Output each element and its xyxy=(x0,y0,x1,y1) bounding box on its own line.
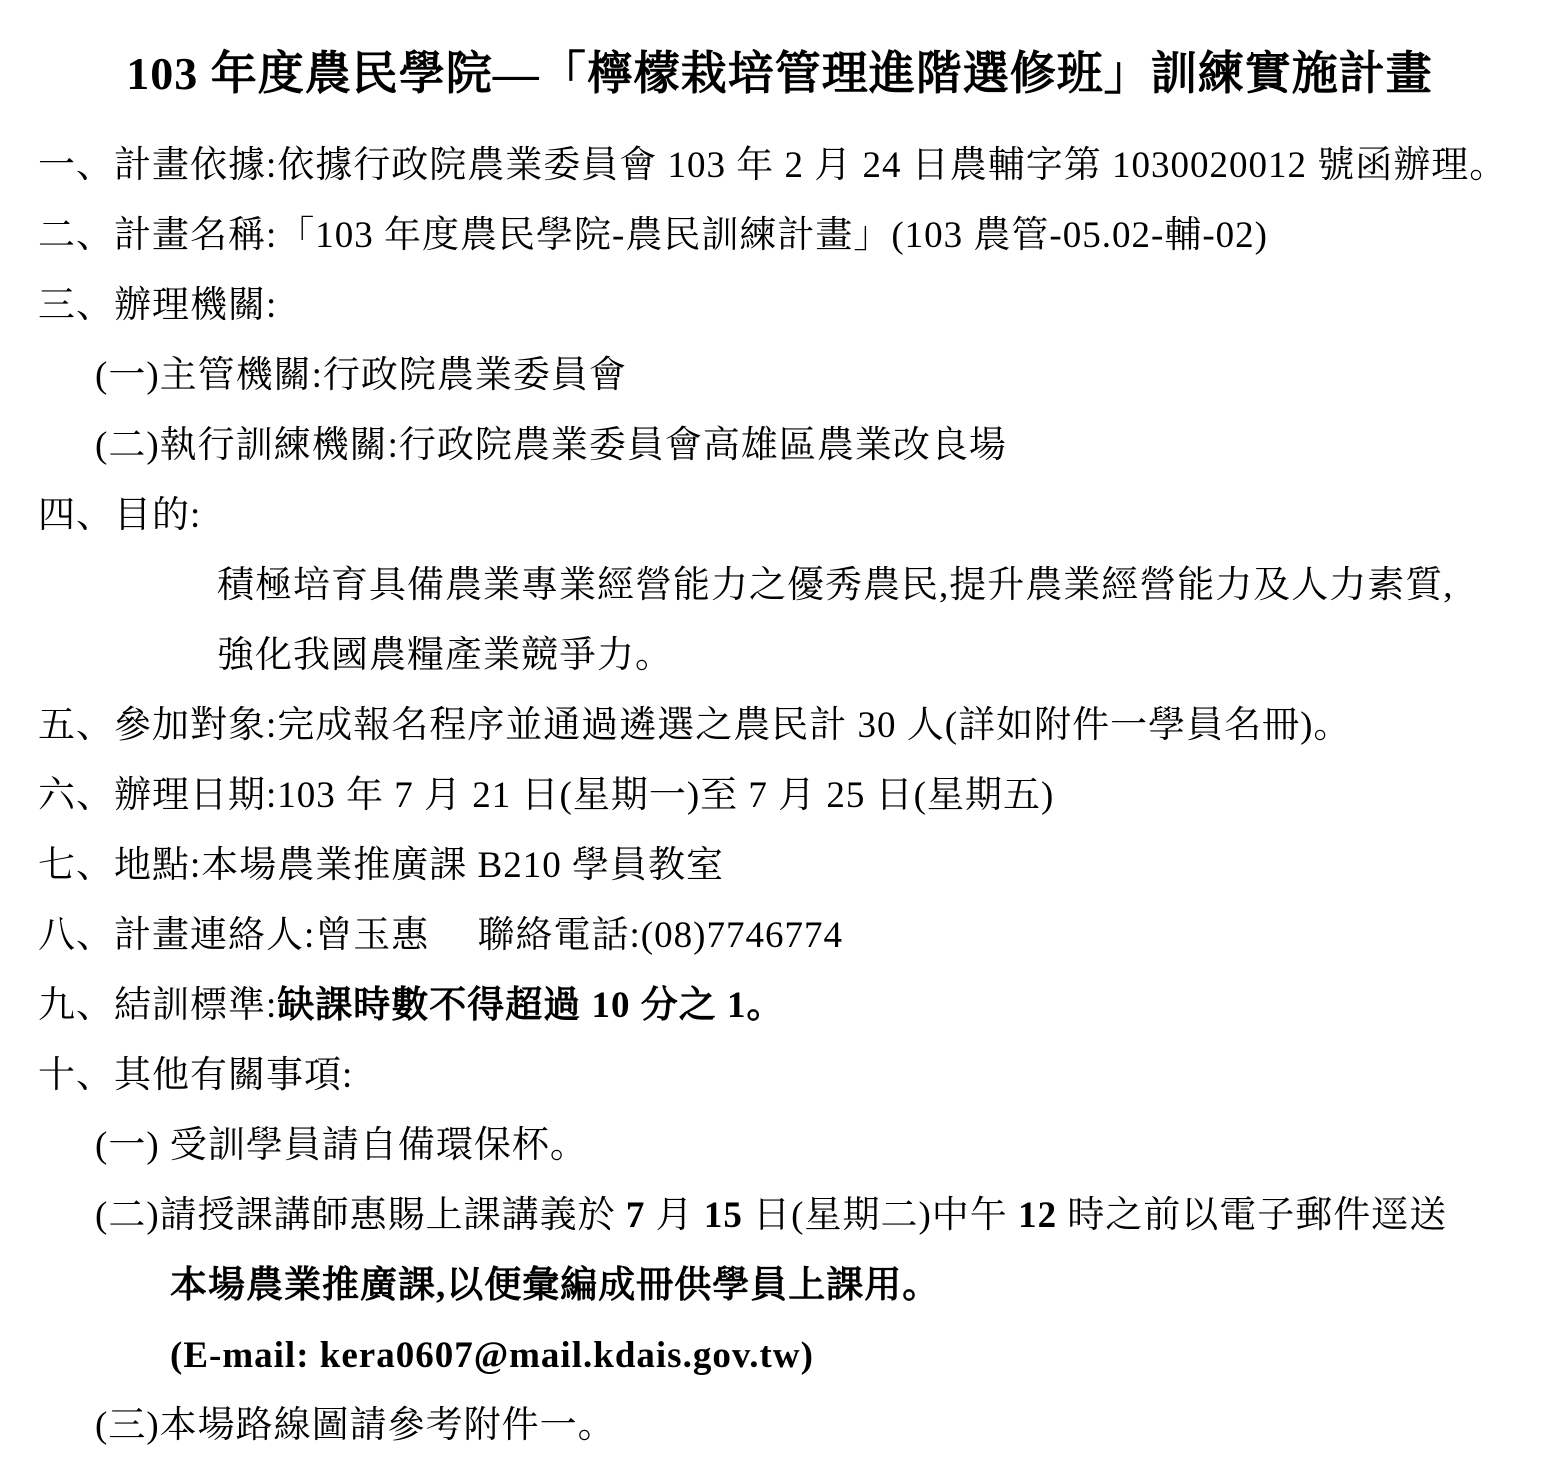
document-line xyxy=(0,620,1559,690)
text-segment: (三)本場路線圖請參考附件一。 xyxy=(95,1404,616,1446)
text-segment: 一、計畫依據:依據行政院農業委員會 103 年 2 月 24 日農輔字第 1030020012 號函辦理。 xyxy=(38,144,1508,186)
document-line xyxy=(0,1180,1559,1250)
text-segment: 時之前以電子郵件逕送 xyxy=(1057,1194,1448,1236)
document-line xyxy=(0,340,1559,410)
text-segment-bold: 本場農業推廣課,以便彙編成冊供學員上課用。 xyxy=(170,1264,941,1306)
text-segment: 三、辦理機關: xyxy=(38,284,278,326)
text-segment-bold: (E-mail: kera0607@mail.kdais.gov.tw) xyxy=(170,1334,814,1376)
text-segment: (一)主管機關:行政院農業委員會 xyxy=(95,354,627,396)
text-segment-bold: 7 xyxy=(625,1194,646,1236)
text-segment: 六、辦理日期:103 年 7 月 21 日(星期一)至 7 月 25 日(星期五) xyxy=(38,774,1055,816)
document-line xyxy=(0,830,1559,900)
document-line xyxy=(0,270,1559,340)
document-line xyxy=(0,200,1559,270)
document-line xyxy=(0,1040,1559,1110)
document-line xyxy=(0,1250,1559,1320)
text-segment: 二、計畫名稱:「103 年度農民學院-農民訓練計畫」(103 農管-05.02-輔-02) xyxy=(38,214,1268,256)
document-line xyxy=(0,130,1559,200)
text-segment: 九、結訓標準: xyxy=(38,984,278,1026)
text-segment-bold: 缺課時數不得超過 10 分之 1。 xyxy=(277,984,785,1026)
document-line xyxy=(0,690,1559,760)
text-segment: 八、計畫連絡人:曾玉惠 聯絡電話:(08)7746774 xyxy=(38,914,843,956)
text-segment: 四、目的: xyxy=(38,494,202,536)
text-segment-bold: 103 年度農民學院—「檸檬栽培管理進階選修班」訓練實施計畫 xyxy=(126,48,1433,99)
text-segment: 月 xyxy=(645,1194,704,1236)
text-segment: (二)執行訓練機關:行政院農業委員會高雄區農業改良場 xyxy=(95,424,1007,466)
text-segment: 七、地點:本場農業推廣課 B210 學員教室 xyxy=(38,844,724,886)
document-line xyxy=(0,760,1559,830)
document-line xyxy=(0,1110,1559,1180)
text-segment: 強化我國農糧產業競爭力。 xyxy=(217,634,673,676)
text-segment: 積極培育具備農業專業經營能力之優秀農民,提升農業經營能力及人力素質, xyxy=(217,564,1454,606)
text-segment-bold: 15 xyxy=(703,1194,743,1236)
text-segment: (一) 受訓學員請自備環保杯。 xyxy=(95,1124,588,1166)
document-line xyxy=(0,410,1559,480)
document-line xyxy=(0,970,1559,1040)
text-segment: 日(星期二)中午 xyxy=(742,1194,1019,1236)
document-line xyxy=(0,550,1559,620)
text-segment: (二)請授課講師惠賜上課講義於 xyxy=(95,1194,626,1236)
document-line xyxy=(0,480,1559,550)
document-line xyxy=(0,1390,1559,1460)
document-line xyxy=(0,1320,1559,1390)
document-title xyxy=(0,38,1559,110)
text-segment: 五、參加對象:完成報名程序並通過遴選之農民計 30 人(詳如附件一學員名冊)。 xyxy=(38,704,1352,746)
text-segment-bold: 12 xyxy=(1018,1194,1058,1236)
document-line xyxy=(0,900,1559,970)
text-segment: 十、其他有關事項: xyxy=(38,1054,354,1096)
